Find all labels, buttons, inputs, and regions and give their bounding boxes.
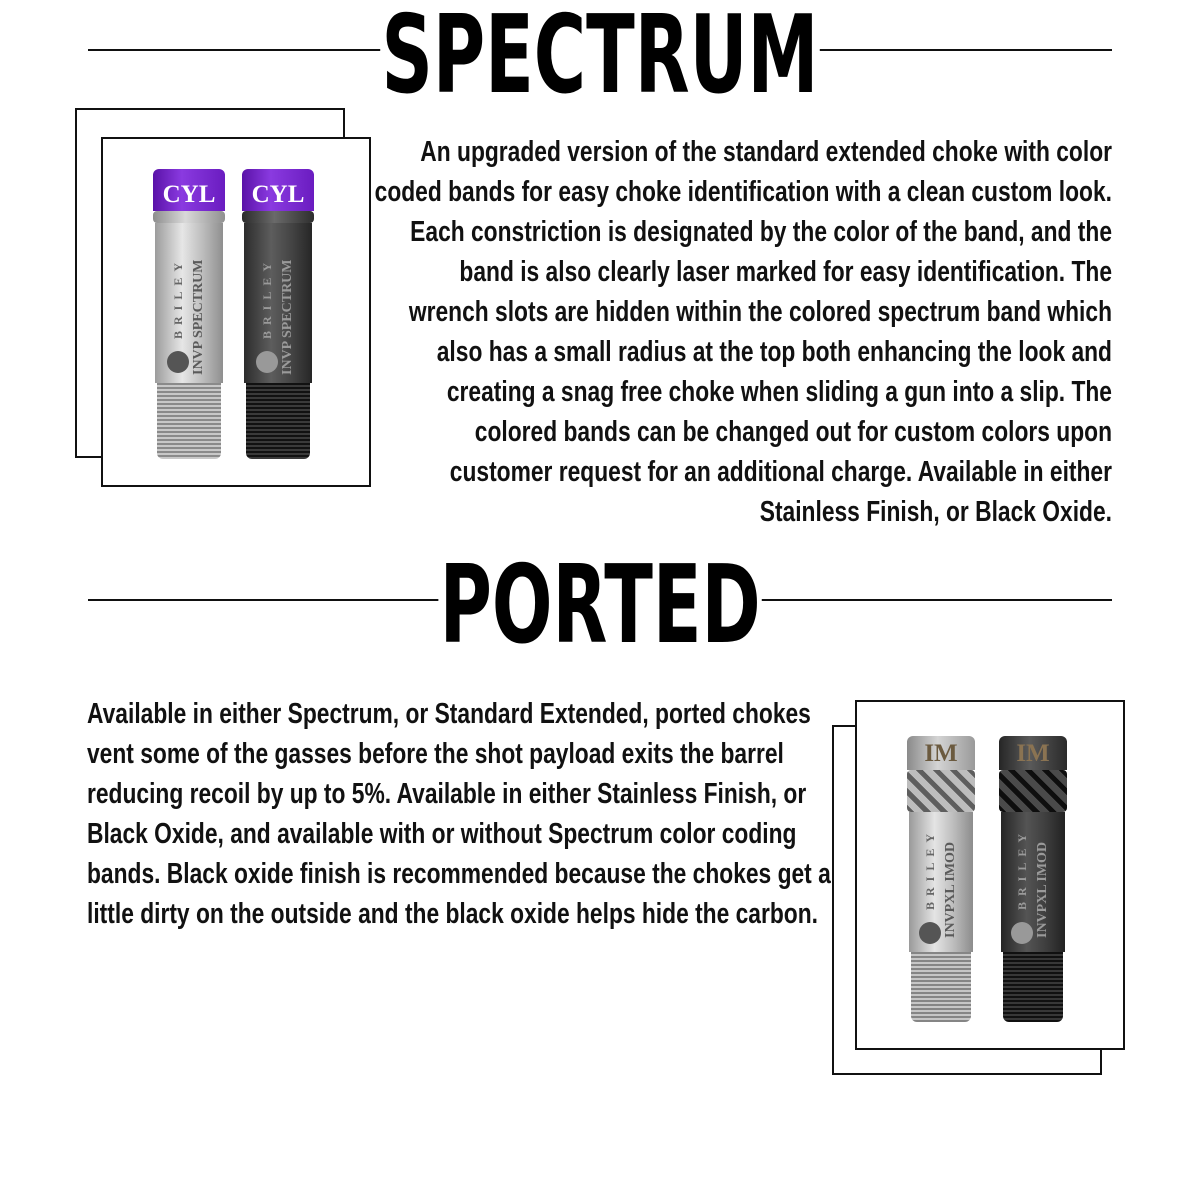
ported-choke-model: INVPXL IMOD [1035,841,1050,938]
spectrum-band-label: CYL [162,181,216,208]
spectrum-product-image [101,137,371,487]
ported-top-label: IM [924,740,958,767]
spectrum-heading-text: SPECTRUM [381,0,819,118]
ported-top-label: IM [1016,740,1050,767]
ported-choke-brand: BRILEY [923,827,937,910]
ported-heading [0,543,1200,668]
ported-product-image [855,700,1125,1050]
ported-heading-text: PORTED [439,543,761,668]
ported-choke-brand: BRILEY [1015,827,1029,910]
ported-choke-model: INVPXL IMOD [943,841,958,938]
spectrum-band-label: CYL [251,181,305,208]
spectrum-description: An upgraded version of the standard extended choke with color coded bands for easy choke identification with a clean custom look. Each constriction is designated by the color of the band, and the band is also clearly laser marked for easy identification. The wrench slots are hidden within the colored spectrum band which also has a small radius at the top both enhancing the look and creating a snag free choke when sliding a gun into a slip. The colored bands can be changed out for custom colors upon customer request for an additional charge. Available in either Stainless Finish, or Black Oxide. [374,136,1113,528]
spectrum-choke-brand: BRILEY [171,256,185,339]
spectrum-choke-brand: BRILEY [260,256,274,339]
spectrum-choke-model: INVP SPECTRUM [191,259,206,375]
briley-logo-icon [167,351,189,373]
spectrum-front-frame-edge [343,108,345,137]
spectrum-choke-model: INVP SPECTRUM [280,259,295,375]
ported-description: Available in either Spectrum, or Standard Extended, ported chokes vent some of the gasses before the shot payload exits the barrel reducing recoil by up to 5%. Available in either Stainless Finish, or Black Oxide, and available with or without Spectrum color coding bands. Black oxide finish is recommended because the chokes get a little dirty on the outside and the black oxide helps hide the carbon. [87,698,831,930]
briley-logo-icon [919,922,941,944]
spectrum-heading [0,0,1200,118]
briley-logo-icon [1011,922,1033,944]
briley-logo-icon [256,351,278,373]
